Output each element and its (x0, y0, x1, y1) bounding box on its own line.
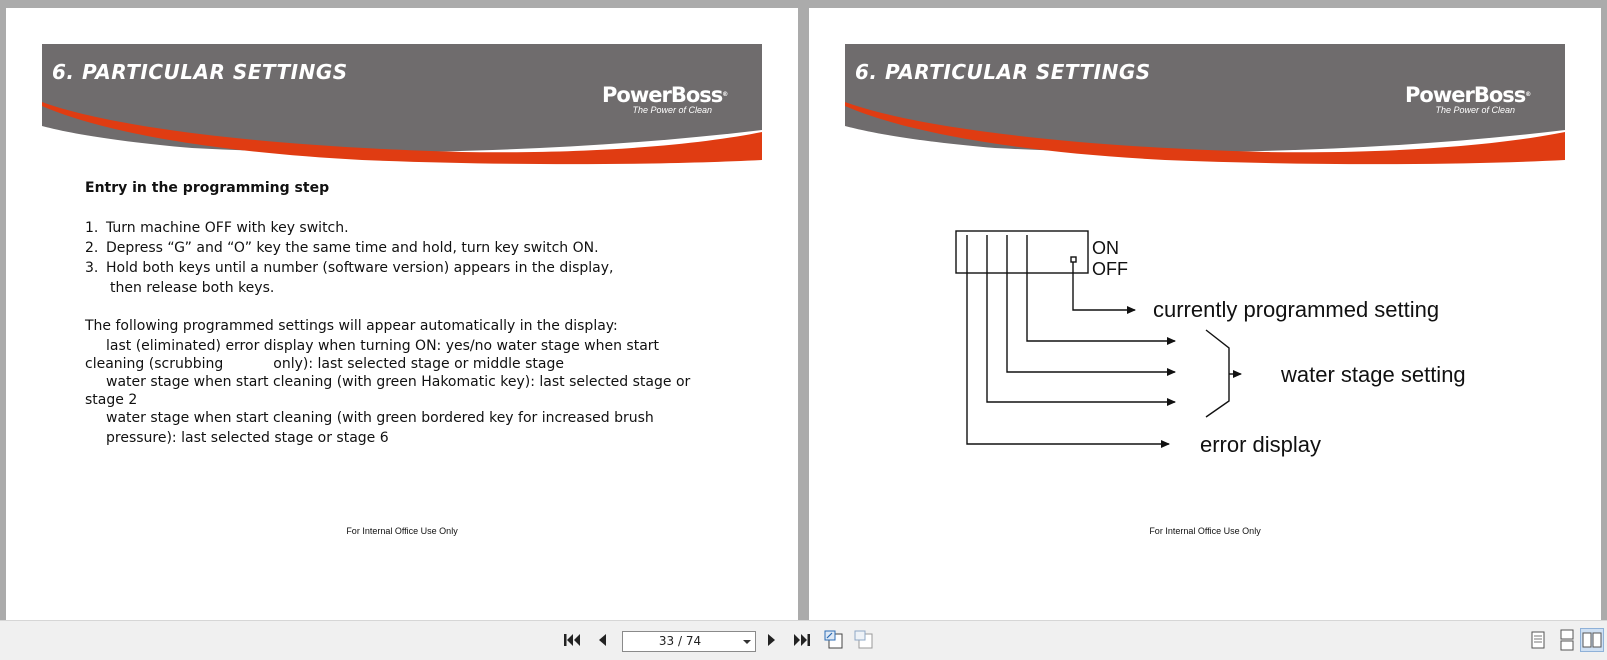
single-page-view-icon[interactable] (1526, 628, 1550, 652)
setting-item-1b (85, 354, 725, 374)
page-number-field[interactable] (622, 631, 756, 652)
step-text: Hold both keys until a number (software version) appears in the display, (106, 260, 614, 276)
logo-mark: ® (1525, 91, 1531, 98)
arrow-water-2 (1007, 253, 1175, 372)
fit-page-icon[interactable] (822, 628, 846, 652)
logo-tagline: The Power of Clean (1435, 105, 1515, 115)
steps-list (85, 218, 725, 298)
step-text: Turn machine OFF with key switch. (106, 220, 349, 236)
step-number: 3. (85, 260, 99, 276)
slide-title: 6. PARTICULAR SETTINGS (855, 60, 1151, 84)
chevron-down-icon[interactable] (743, 640, 751, 644)
logo-tagline: The Power of Clean (632, 105, 712, 115)
logo-mark: ® (722, 91, 728, 98)
slide-body (85, 178, 725, 448)
step-item (85, 238, 725, 258)
setting-item-3a: water stage when start cleaning (with green bordered key for increased brush (106, 410, 654, 426)
label-current-setting: currently programmed setting (1153, 297, 1440, 322)
label-error-display: error display (1200, 432, 1322, 457)
step-number: 1. (85, 220, 99, 236)
section-heading: Entry in the programming step (85, 180, 330, 196)
last-page-icon[interactable] (790, 628, 814, 652)
arrow-error (967, 253, 1169, 444)
setting-text: only): last selected stage or middle stage (273, 356, 564, 372)
facing-pages-view-icon[interactable] (1580, 628, 1604, 652)
powerboss-logo (602, 83, 728, 115)
logo-name: PowerBoss (602, 83, 723, 107)
step-item (85, 218, 725, 238)
step-item (85, 258, 725, 298)
page-footer: For Internal Office Use Only (1149, 526, 1261, 536)
off-label: OFF (1092, 259, 1128, 279)
pdf-page-right (809, 8, 1601, 620)
slide-banner (42, 44, 762, 172)
pdf-page-left (6, 8, 798, 620)
on-label: ON (1092, 238, 1119, 258)
page-footer: For Internal Office Use Only (346, 526, 458, 536)
step-text-continued: then release both keys. (110, 280, 275, 296)
fit-width-icon[interactable] (852, 628, 876, 652)
viewer-toolbar (0, 620, 1607, 660)
led-indicator (1071, 257, 1076, 262)
setting-item-3b: pressure): last selected stage or stage 6 (106, 430, 389, 446)
slide-title: 6. PARTICULAR SETTINGS (52, 60, 348, 84)
setting-item-2a: water stage when start cleaning (with green Hakomatic key): last selected stage or (106, 374, 691, 390)
settings-intro: The following programmed settings will appear automatically in the display: (85, 318, 618, 334)
display-box (956, 231, 1088, 273)
setting-item-2b: stage 2 (85, 392, 138, 408)
continuous-view-icon[interactable] (1555, 628, 1579, 652)
brace (1206, 330, 1229, 417)
previous-page-icon[interactable] (590, 628, 614, 652)
arrow-water-3 (987, 253, 1175, 402)
label-water-stage: water stage setting (1281, 362, 1466, 387)
setting-item-1a: last (eliminated) error display when turning ON: yes/no water stage when start (106, 338, 660, 354)
page-indicator: 33 / 74 (658, 634, 702, 648)
step-text: Depress “G” and “O” key the same time and hold, turn key switch ON. (106, 240, 599, 256)
next-page-icon[interactable] (760, 628, 784, 652)
setting-text: cleaning (scrubbing (85, 356, 224, 372)
step-number: 2. (85, 240, 99, 256)
logo-name: PowerBoss (1405, 83, 1526, 107)
first-page-icon[interactable] (560, 628, 584, 652)
